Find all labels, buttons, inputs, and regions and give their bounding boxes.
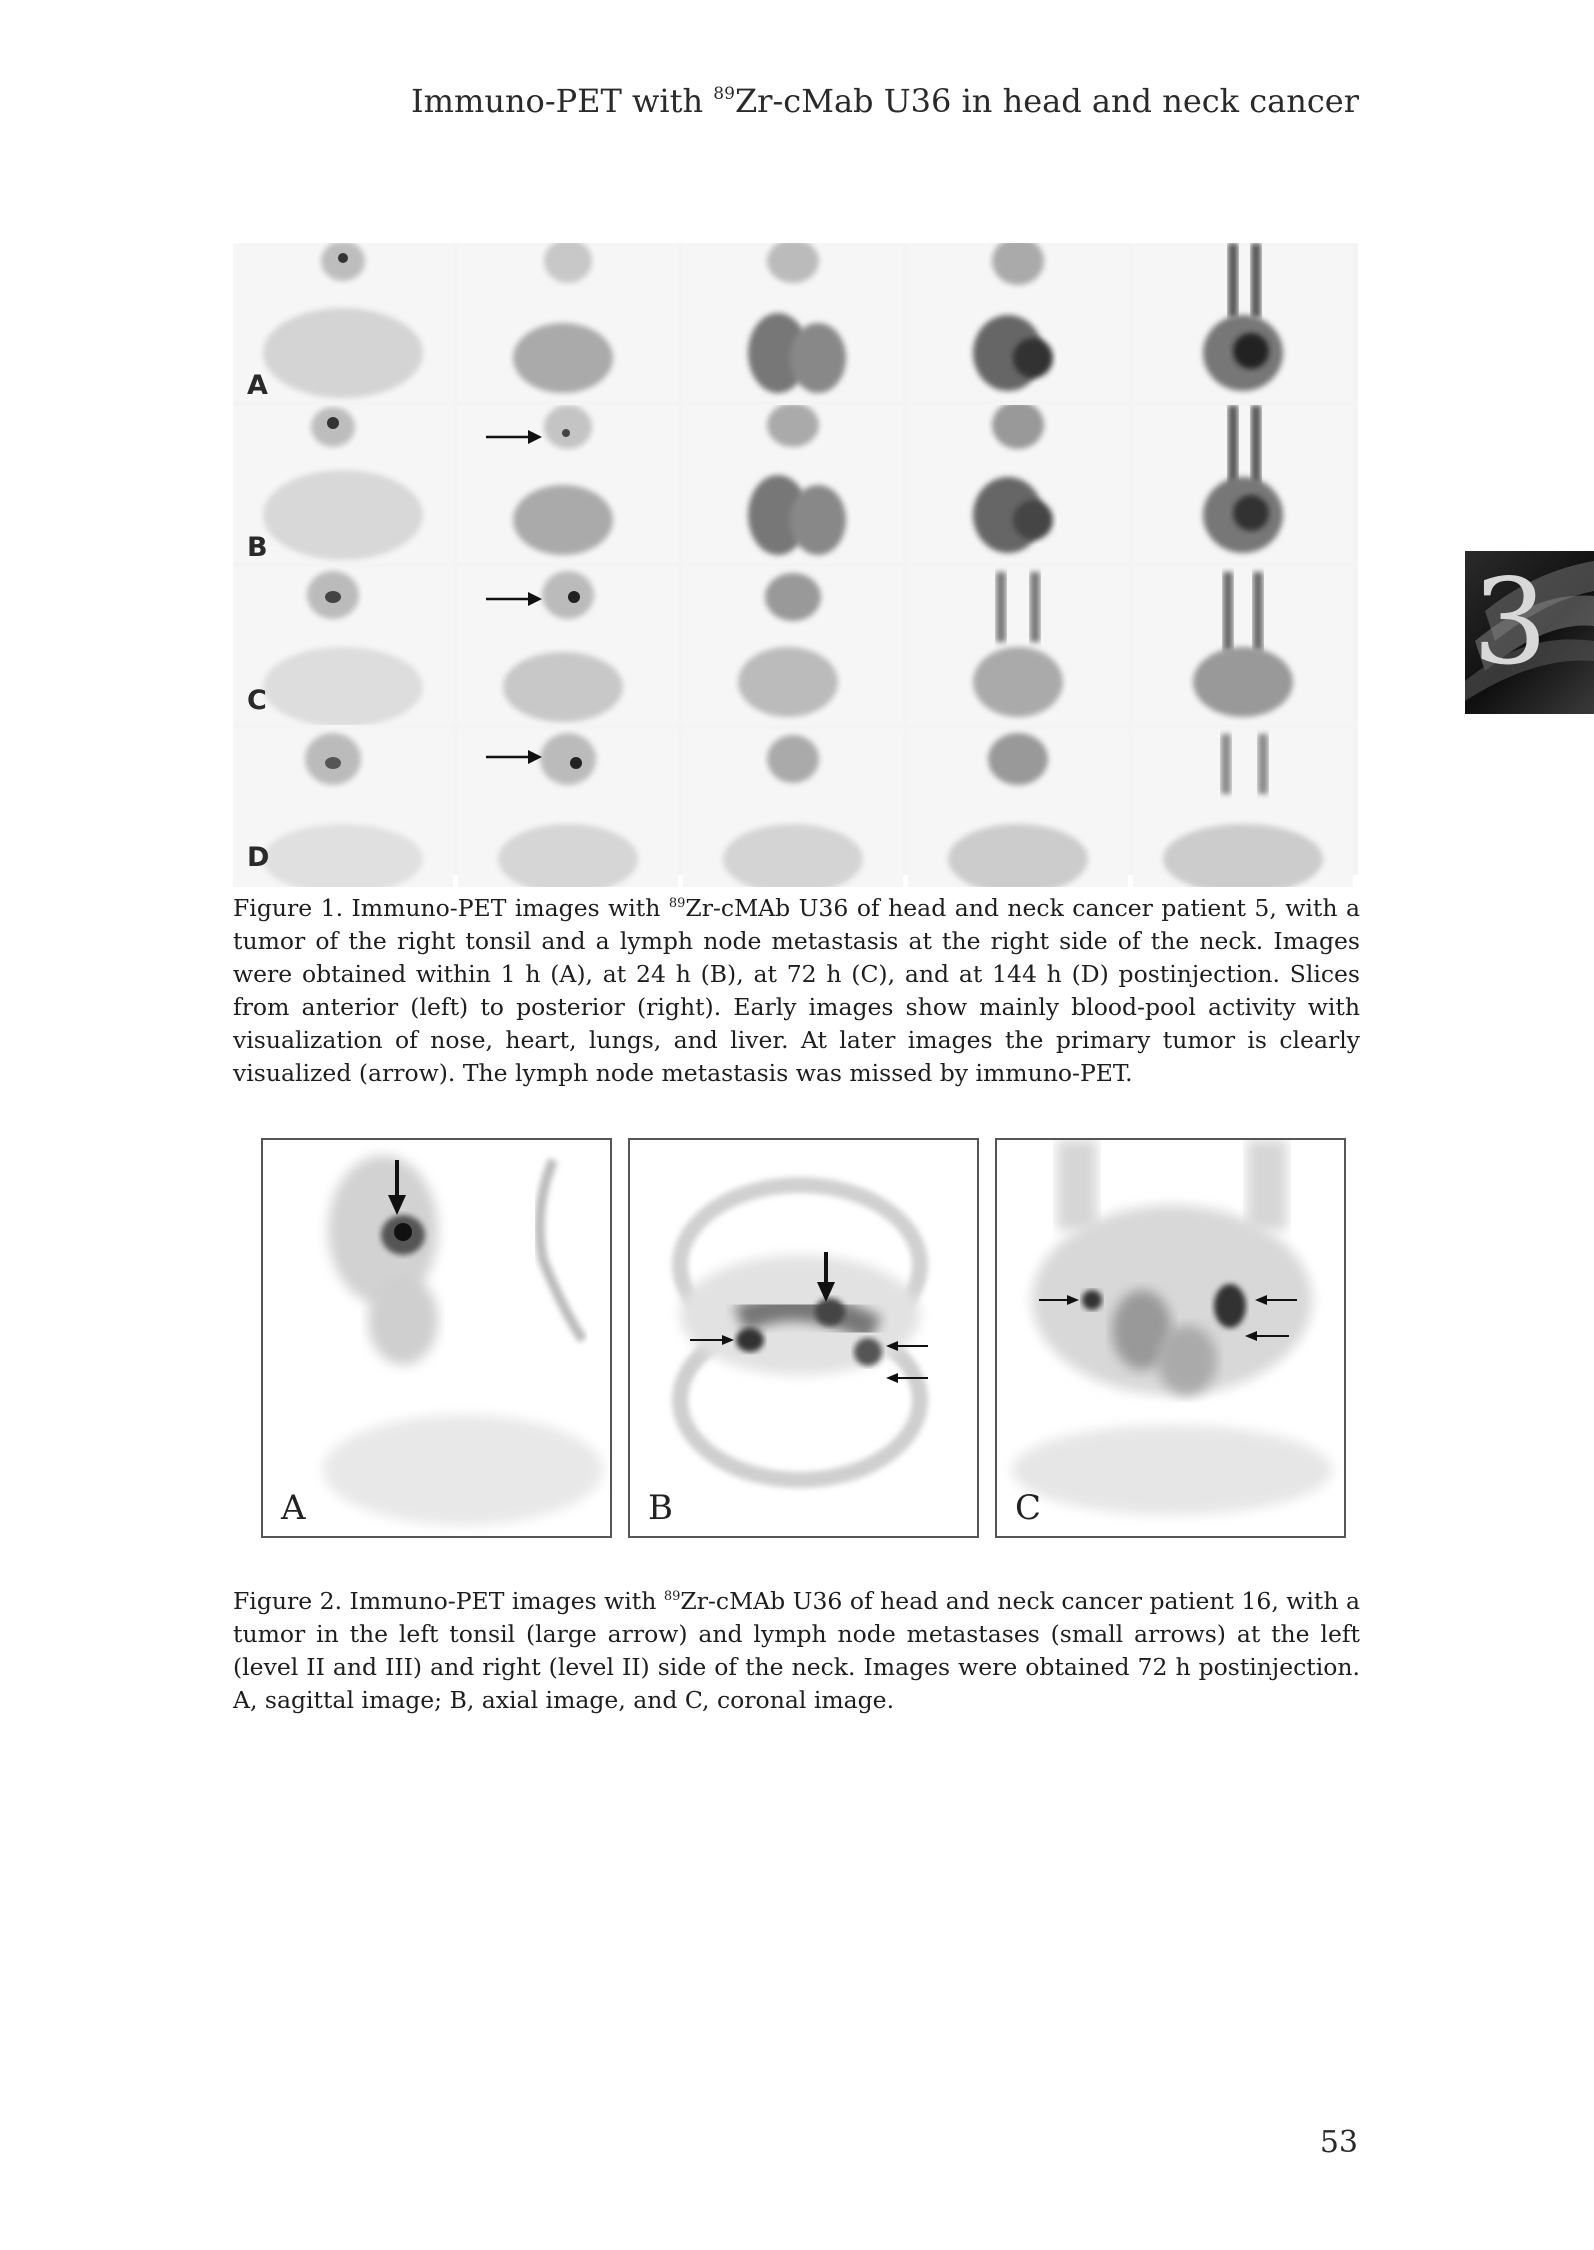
figure2-pet-image: [630, 1140, 977, 1536]
running-head-pre: Immuno-PET with: [411, 82, 714, 120]
figure2-panel-label: A: [281, 1488, 306, 1528]
figure1-pet-image: [683, 729, 903, 887]
figure2-caption-label: Figure 2.: [233, 1587, 343, 1615]
figure1-caption-pre: Immuno-PET images with: [343, 894, 669, 922]
figure2-panel-axial: [628, 1138, 979, 1538]
figure1-caption-sup: 89: [668, 896, 686, 911]
figure1-row-label: B: [247, 532, 268, 563]
figure1-row-b: [233, 405, 1358, 563]
figure1-arrow-icon: [486, 747, 542, 767]
running-head: [411, 82, 1359, 120]
chapter-number: 3: [1472, 553, 1548, 691]
figure1-pet-image: [683, 243, 903, 401]
page-number: 53: [1319, 2125, 1358, 2160]
figure2-panel-label: B: [648, 1488, 673, 1528]
figure1-row-label: A: [247, 370, 268, 401]
chapter-tab: [1465, 551, 1594, 714]
figure1-pet-image: [1133, 729, 1353, 887]
figure2-caption-pre: Immuno-PET images with: [342, 1587, 664, 1615]
figure1-arrow-icon: [486, 427, 542, 447]
figure1-pet-image: [908, 729, 1128, 887]
running-head-sup: 89: [713, 84, 735, 104]
figure1-arrow-icon: [486, 589, 542, 609]
figure1-pet-image: [908, 243, 1128, 401]
figure2-pet-image: [263, 1140, 610, 1536]
figure2-caption-sup: 89: [663, 1589, 681, 1604]
figure2-panel-sagittal: [261, 1138, 612, 1538]
figure1-pet-image: [1133, 243, 1353, 401]
figure2-panel-label: C: [1015, 1488, 1042, 1528]
figure1-row-label: C: [247, 685, 267, 716]
figure2-pet-image: [997, 1140, 1344, 1536]
figure1-row-label: D: [247, 842, 270, 873]
figure1-row-c: [233, 567, 1358, 725]
figure1-image-grid: [233, 243, 1358, 875]
figure1-pet-image: [1133, 405, 1353, 563]
figure1-pet-image: [683, 405, 903, 563]
figure1-caption-text: Zr-cMAb U36 of head and neck cancer patient 5, with a tumor of the right tonsil and a lymph node metastasis at the right side of the neck. Images were obtained within 1 h (A), at 24 h (B), at 72 h (C), and at 144 h (D) postinjection. Slices from anterior (left) to posterior (right). Early images show mainly blood-pool activity with visualization of nose, heart, lungs, and liver. At later images the primary tumor is clearly visualized (arrow). The lymph node metastasis was missed by immuno-PET.: [233, 894, 1360, 1087]
running-head-post: Zr-cMab U36 in head and neck cancer: [734, 82, 1359, 120]
figure1-pet-image: [908, 567, 1128, 725]
figure1-row-a: [233, 243, 1358, 401]
figure1-pet-image: [908, 405, 1128, 563]
figure2-caption-text: Zr-cMAb U36 of head and neck cancer patient 16, with a tumor in the left tonsil (large arrow) and lymph node metastases (small arrows) at the left (level II and III) and right (level II) side of the neck. Images were obtained 72 h postinjection. A, sagittal image; B, axial image, and C, coronal image.: [233, 1587, 1360, 1714]
figure1-caption-label: Figure 1.: [233, 894, 344, 922]
figure1-row-d: [233, 729, 1358, 887]
figure1-pet-image: [683, 567, 903, 725]
figure2-panel-coronal: [995, 1138, 1346, 1538]
figure2-caption: [233, 1580, 1360, 1717]
figure1-caption: [233, 887, 1360, 1090]
figure1-pet-image: [1133, 567, 1353, 725]
figure1-pet-image: [458, 243, 678, 401]
